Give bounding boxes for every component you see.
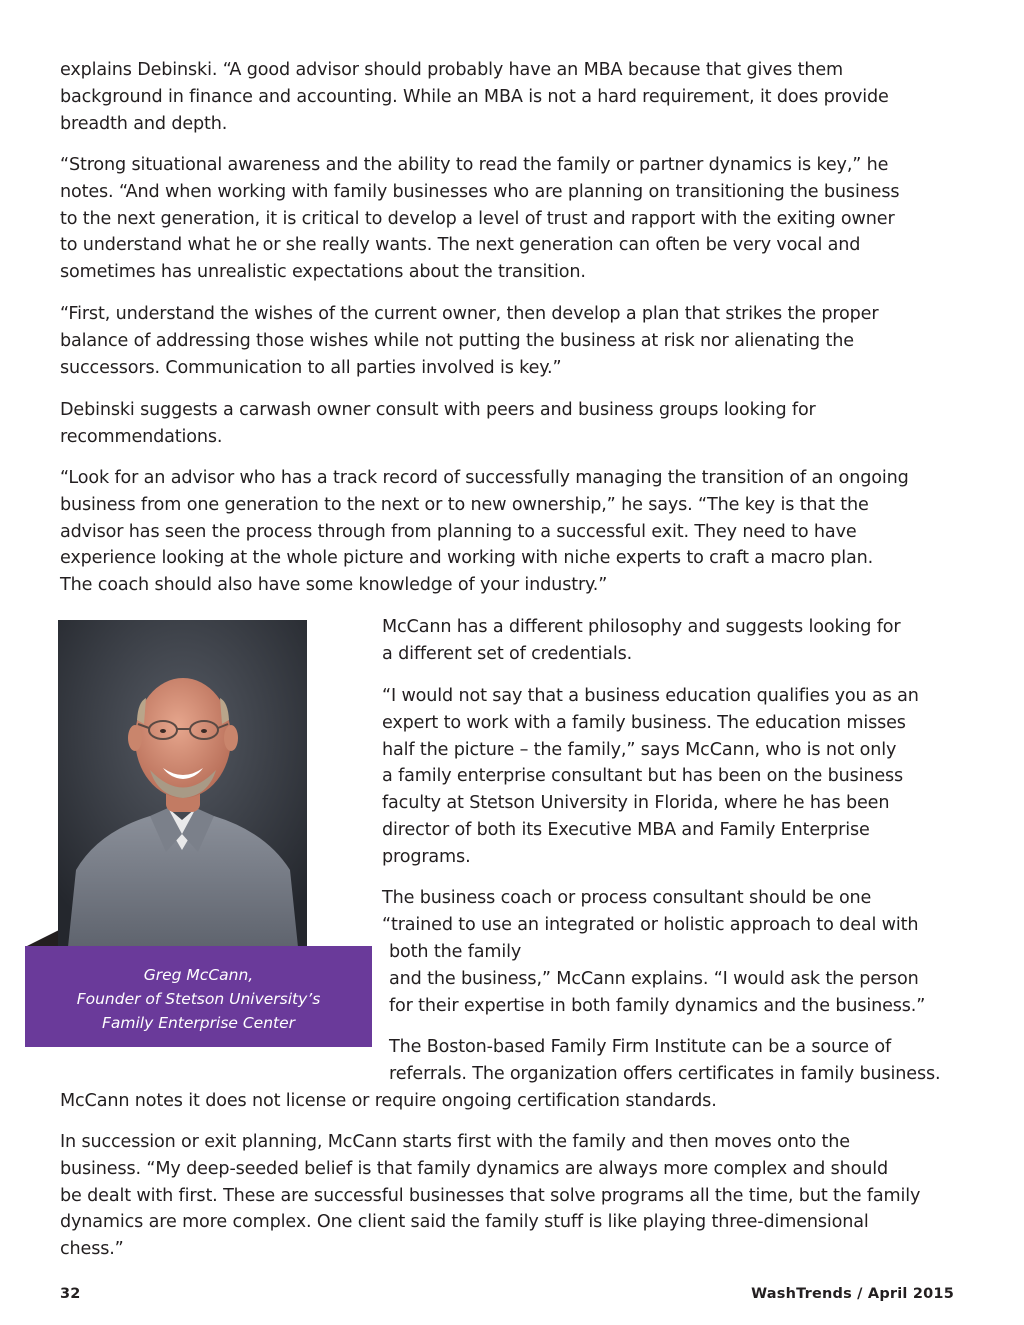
- paragraph-5: [60, 465, 909, 599]
- caption-organization: Family Enterprise Center: [101, 1014, 296, 1032]
- text-line: for their expertise in both family dynamics and the business.”: [389, 995, 926, 1016]
- text-line: notes. “And when working with family businesses who are planning on transitioning the business: [60, 181, 900, 202]
- paragraph-8-continued: [389, 939, 925, 1019]
- publication-footer: WashTrends / April 2015: [751, 1286, 954, 1302]
- text-line: McCann notes it does not license or require ongoing certification standards.: [60, 1091, 717, 1111]
- text-line: referrals. The organization offers certificates in family business.: [389, 1063, 941, 1084]
- page-number: 32: [60, 1286, 81, 1302]
- text-line: dynamics are more complex. One client said the family stuff is like playing three-dimensional: [60, 1212, 869, 1233]
- text-line: faculty at Stetson University in Florida, where he has been: [382, 793, 890, 814]
- text-line: The Boston-based Family Firm Institute can be a source of: [389, 1037, 892, 1057]
- caption-name: Greg McCann,: [143, 966, 254, 984]
- text-line: a family enterprise consultant but has been on the business: [382, 766, 904, 787]
- paragraph-2: [60, 152, 899, 286]
- text-line: “First, understand the wishes of the current owner, then develop a plan that strikes the proper: [60, 304, 879, 324]
- text-line: to understand what he or she really wants. The next generation can often be very vocal and: [60, 235, 861, 256]
- text-line: In succession or exit planning, McCann starts first with the family and then moves onto the: [60, 1132, 850, 1152]
- text-line: a different set of credentials.: [382, 643, 633, 664]
- text-line: “I would not say that a business education qualifies you as an: [382, 686, 919, 706]
- paragraph-7: [382, 683, 919, 871]
- text-line: chess.”: [60, 1239, 124, 1260]
- text-line: and the business,” McCann explains. “I would ask the person: [389, 968, 919, 989]
- text-line: be dealt with first. These are successful businesses that solve programs all the time, but the family: [60, 1185, 921, 1206]
- paragraph-8: [382, 885, 918, 939]
- text-line: The business coach or process consultant should be one: [382, 888, 872, 908]
- text-line: “Strong situational awareness and the ability to read the family or partner dynamics is key,” he: [60, 155, 889, 175]
- photo-shadow: [25, 930, 59, 947]
- text-line: programs.: [382, 846, 471, 867]
- text-line: background in finance and accounting. While an MBA is not a hard requirement, it does provide: [60, 86, 889, 107]
- portrait-photo: [58, 620, 307, 947]
- text-line: director of both its Executive MBA and Family Enterprise: [382, 819, 870, 840]
- text-line: successors. Communication to all parties involved is key.”: [60, 357, 562, 378]
- text-line: business. “My deep-seeded belief is that family dynamics are always more complex and should: [60, 1158, 888, 1179]
- text-line: The coach should also have some knowledge of your industry.”: [60, 575, 608, 596]
- text-line: balance of addressing those wishes while not putting the business at risk nor alienating the: [60, 330, 854, 351]
- text-line: “Look for an advisor who has a track record of successfully managing the transition of an ongoing: [60, 468, 909, 488]
- photo-caption: [25, 946, 372, 1047]
- text-line: half the picture – the family,” says McCann, who is not only: [382, 739, 897, 760]
- text-line: McCann has a different philosophy and suggests looking for: [382, 617, 901, 637]
- text-line: Debinski suggests a carwash owner consult with peers and business groups looking for: [60, 400, 816, 420]
- caption-title: Founder of Stetson University’s: [76, 990, 321, 1008]
- portrait-illustration: [58, 620, 307, 947]
- text-line: both the family: [389, 942, 522, 962]
- text-line: business from one generation to the next or to new ownership,” he says. “The key is that the: [60, 494, 869, 515]
- paragraph-3: [60, 301, 878, 381]
- paragraph-10: [60, 1129, 920, 1263]
- text-line: expert to work with a family business. The education misses: [382, 712, 906, 733]
- text-line: experience looking at the whole picture and working with niche experts to craft a macro plan.: [60, 548, 874, 569]
- text-line: advisor has seen the process through from planning to a successful exit. They need to have: [60, 521, 857, 542]
- paragraph-1: [60, 57, 889, 137]
- text-line: sometimes has unrealistic expectations about the transition.: [60, 262, 586, 283]
- text-line: “trained to use an integrated or holistic approach to deal with: [382, 914, 919, 935]
- paragraph-6: [382, 614, 900, 668]
- text-line: recommendations.: [60, 426, 223, 447]
- paragraph-9: [389, 1034, 940, 1088]
- text-line: explains Debinski. “A good advisor should probably have an MBA because that gives them: [60, 60, 844, 80]
- paragraph-9-continued: [60, 1088, 717, 1115]
- paragraph-4: [60, 397, 816, 451]
- text-line: to the next generation, it is critical to develop a level of trust and rapport with the exiting owner: [60, 208, 895, 229]
- text-line: breadth and depth.: [60, 113, 228, 134]
